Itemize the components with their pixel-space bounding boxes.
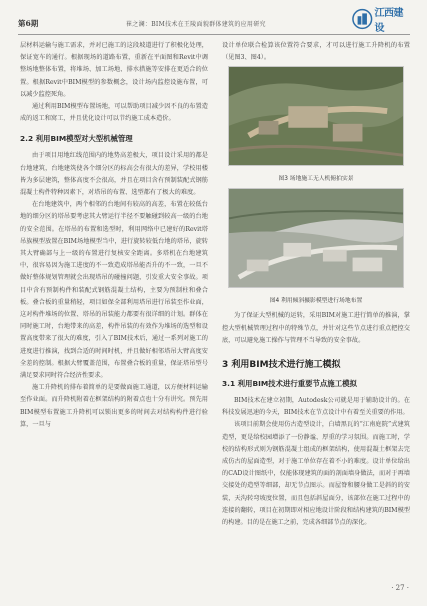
logo-text: 江西建设 <box>374 8 404 34</box>
page-number: · 27 · <box>391 584 409 592</box>
oblique-model-render <box>228 188 404 288</box>
figure-4 <box>228 188 404 304</box>
figure-4-caption: 图4 利用倾斜摄影模型进行场地布置 <box>269 298 363 305</box>
right-column <box>222 40 410 529</box>
building-logo-icon <box>352 8 373 30</box>
figure-3-caption: 图3 场地施工无人机俯拍实景 <box>278 176 354 183</box>
section-heading-2-2: 2.2 利用BIM模型对大型机械管理 <box>20 134 133 144</box>
page-header <box>18 8 410 35</box>
paragraph: 设计单位联合检算该位置符合要求，才可以进行施工升降机的布置（见图3、图4）。 <box>222 42 410 62</box>
paragraph: 通过利用BIM模型布置场地，可以帮助项目减少因不良的布置造成的返工和窝工，并且优化设计可以节约施工成本造价。 <box>20 103 208 123</box>
paragraph: 该项目前期会使用仿古造型设计，白墙黑瓦的“江南庭院”式建筑造型，更是给校园增添了一份静谧、厚重的学习氛围。而施工时，学校的结构形式则为钢筋混凝土组成的框架结构，使用混凝土框架去完成仿古的屋面造型，对于施工单位存在着不小的难度。设计单位给出的CAD设计图纸中，仅能体现建筑的面的剖面墙身做法，而对于再墙交接处的造型等细部，却无节点图示。而屋脊和腰身做工是斜的的安装，天沟转弯坡度位置，而且包括斜屋面分，该部位在施工过程中的连接的翻转，项目在初期即对相应地设计阶段和结构建筑的BIM模型的构建。目的是在施工之前，完成各细部节点的深化。 <box>222 421 410 527</box>
section-heading-3-1: 3.1 利用BIM技术进行重要节点施工模拟 <box>222 379 357 389</box>
paragraph: 为了保证大型机械的运转，采用BIM对施工进行简单的推演，掌控大型机械管理过程中的特殊节点，并针对这些节点进行重点把控交底，可以避免施工操作与管理不当导致的安全事故。 <box>222 312 410 344</box>
journal-logo <box>352 8 410 34</box>
drone-site-photo <box>228 66 404 166</box>
paragraph: 层材料运输与施工需求，并对已施工的这段坡道进行了积极化处理，保证宽车的通行。根据现场的道路布置，重新在平面图和Revit中调整场地整体布置，将堆场、加工场地、排水措施等安排在更适合的位置。根据Revit中BIM模型的参数概念，设计场内监控设施布置，可以减少监控死角。 <box>20 42 208 98</box>
paragraph: 由于项目用地红线范围内的地势高差极大，项目设计采用的都是台地建筑，台地建筑使各个细分区的标高会有很大的差异，学校用楼皆为多层建筑，整体高度不会很高，并且在项目含有预制装配式钢筋混凝土构件特种因素下，对塔吊的布置、选型都有了极大的难度。 <box>20 152 208 197</box>
paragraph: 在台地建筑中，两个相邻的台地间有较高的高差，布置在较低台地的细分区的塔吊要考虑其大臂运行半径不要触碰到较高一级的台地的安全范围。在塔吊的布置和选型时，利用网络中已建好的Revit塔吊族模型放置在BIM场地模型当中，进行旋转较低台地的塔吊，旋转其大臂确部与上一级的布置进行复核安全距离。多塔机在台地建筑中，很容易因为施工进度的不一致造成塔吊能否升的不一致，一旦不做好整体规划管理就会出现塔吊的碰撞问题，引发重大安全事故。项目中含有预制构件和装配式钢筋混凝土结构，主要为预制柱和叠合板。叠合板的重量稍轻，项目如保全部利用塔吊进行吊装至作业面，这对构件堆场的位置、塔吊的吊装能力都要有很详细的计划。群体在同时施工时，台地带来的高差，构件吊装的有效作为堆场的选型和设置高度带来了很大的难度，引入了BIM技术后，通过一系列对施工的进度进行推演，找到合适的时间时机，并且做好相邻塔吊大臂高度安全差的控制。根据大臂覆盖范围，布置叠合板的重量，保证塔吊型号满足要求同时符合经济性要求。 <box>20 201 208 380</box>
issue-number: 第6期 <box>18 19 39 28</box>
figure-3 <box>228 66 404 182</box>
chapter-heading-3: 3 利用BIM技术进行施工模拟 <box>222 360 341 371</box>
running-title: 崔之澜：BIM技术在王陵面貌群体建筑的应用研究 <box>126 21 266 28</box>
left-column <box>20 40 208 431</box>
paragraph: BIM技术在建立初期，Autodesk公司就是用于辅助设计的。在科技发展迅速的今天，BIM技术在节点设计中有着至关重要的作用。 <box>222 397 410 417</box>
paragraph: 施工升降机的排布着简单的是要做面施工通道，以方便材料运输至作业面。而升降机附着在框架结构的附着点也十分有讲究。预先用BIM模型布置施工升降机可以锁出更多的时间去对结构构件进行验算，一旦与 <box>20 384 208 428</box>
